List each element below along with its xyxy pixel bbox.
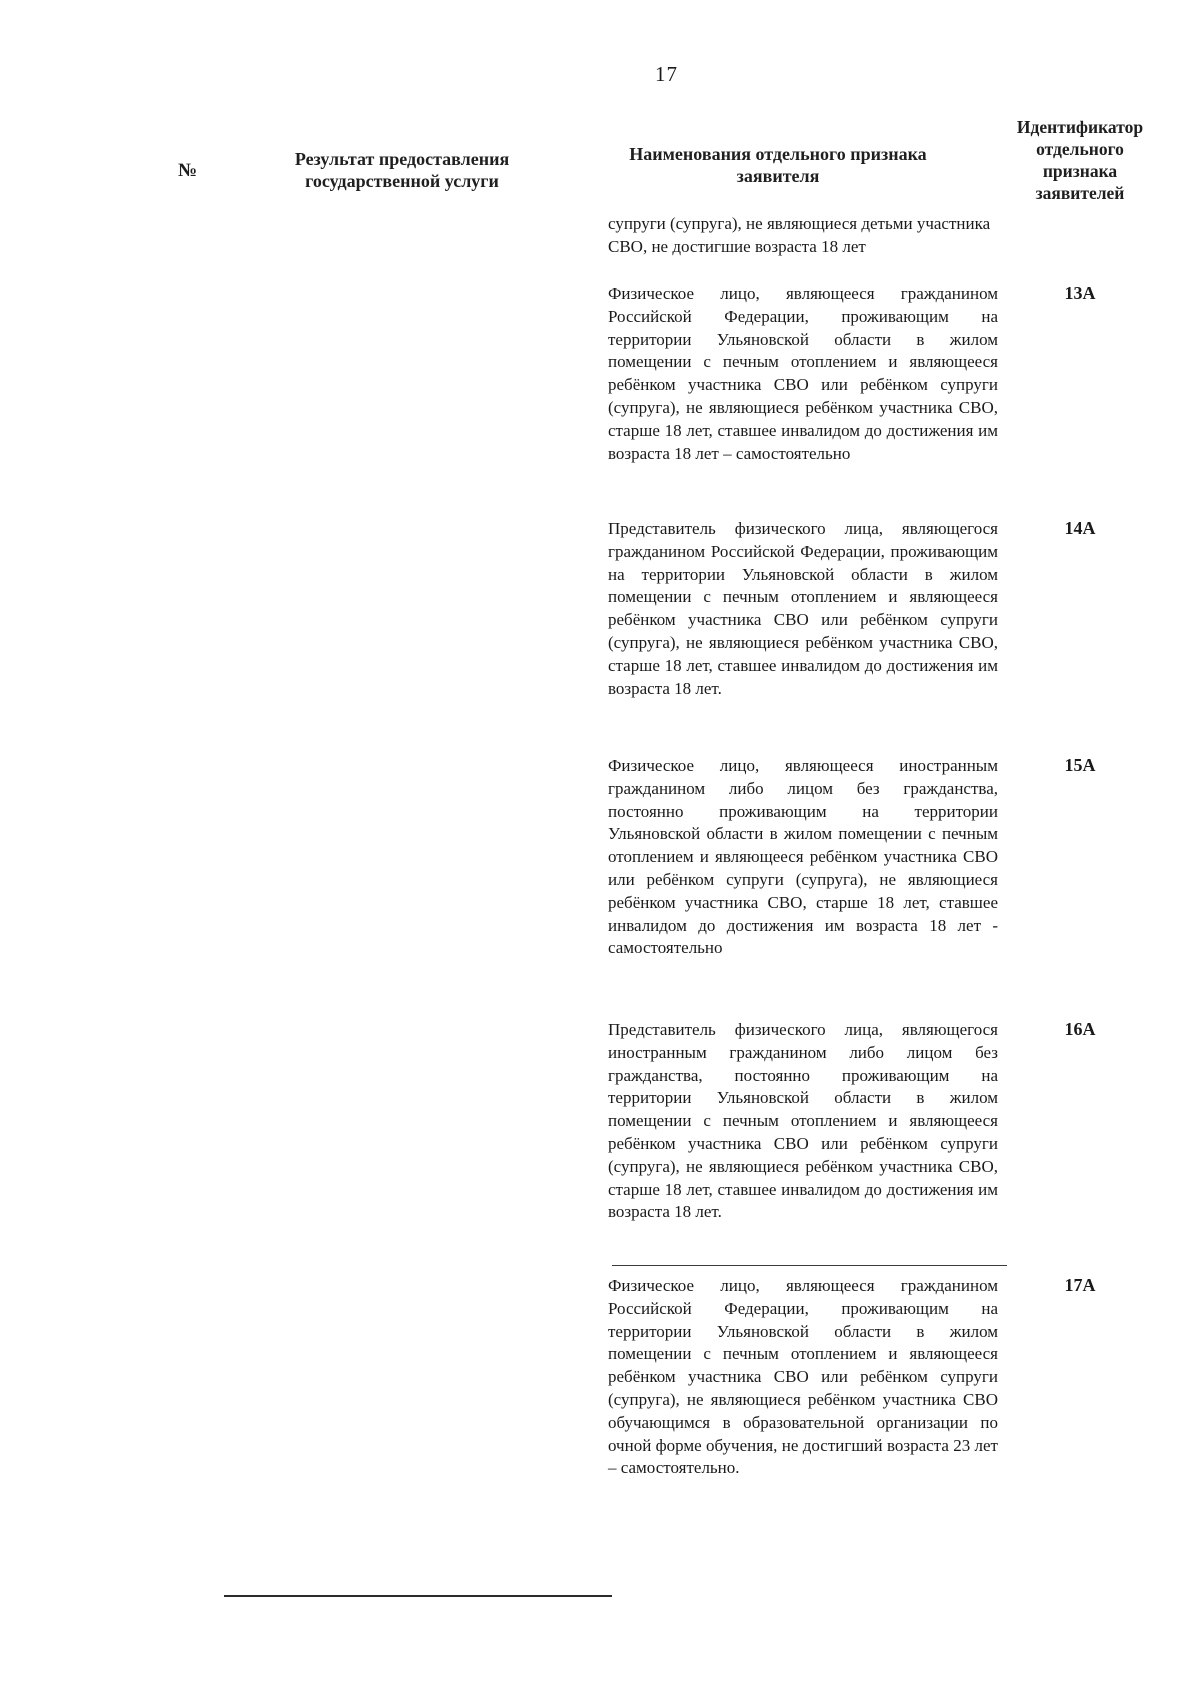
applicant-attribute-id: 14А <box>1064 518 1096 538</box>
page-number: 17 <box>655 62 678 86</box>
continuation-text: супруги (супруга), не являющиеся детьми участника СВО, не достигшие возраста 18 лет <box>608 214 991 256</box>
applicant-attribute-entry: Физическое лицо, являющееся иностранным гражданином либо лицом без гражданства, постоянно проживающим на территории Ульяновской области в жилом помещении с печным отоплением и являющееся ребёнком участника СВО или ребёнком супруги (супруга), не являющиеся ребёнком участника СВО, старше 18 лет, ставшее инвалидом до достижения им возраста 18 лет - самостоятельно <box>608 756 998 958</box>
applicant-attribute-entry: Физическое лицо, являющееся гражданином Российской Федерации, проживающим на территории Ульяновской области в жилом помещении с печным отоплением и являющееся ребёнком участника СВО или ребёнком супруги (супруга), не являющиеся ребёнком участника СВО, старше 18 лет, ставшее инвалидом до достижения им возраста 18 лет – самостоятельно <box>608 284 998 463</box>
applicant-attribute-entry: Представитель физического лица, являющегося гражданином Российской Федерации, проживающим на территории Ульяновской области в жилом помещении с печным отоплением и являющееся ребёнком участника СВО или ребёнком супруги (супруга), не являющиеся ребёнком участника СВО, старше 18 лет, ставшее инвалидом до достижения им возраста 18 лет. <box>608 519 998 698</box>
column-header-number: № <box>178 160 198 181</box>
divider-line <box>612 1265 1007 1266</box>
applicant-attribute-id: 16А <box>1064 1019 1096 1039</box>
column-header-identifier: Идентификатор отдельного признака заявителей <box>1016 117 1144 203</box>
applicant-attribute-id: 13А <box>1064 283 1096 303</box>
column-header-name: Наименования отдельного признака заявителя <box>629 144 927 186</box>
applicant-attribute-entry: Представитель физического лица, являющегося иностранным гражданином либо лицом без гражданства, постоянно проживающим на территории Ульяновской области в жилом помещении с печным отоплением и являющееся ребёнком участника СВО или ребёнком супруги (супруга), не являющиеся ребёнком участника СВО, старше 18 лет, ставшее инвалидом до достижения им возраста 18 лет. <box>608 1020 998 1222</box>
column-header-result: Результат предоставления государственной услуги <box>294 149 510 191</box>
bottom-divider-line <box>224 1595 612 1597</box>
applicant-attribute-id: 17А <box>1064 1275 1096 1295</box>
applicant-attribute-id: 15А <box>1064 755 1096 775</box>
applicant-attribute-entry: Физическое лицо, являющееся гражданином Российской Федерации, проживающим на территории Ульяновской области в жилом помещении с печным отоплением и являющееся ребёнком участника СВО или ребёнком супруги (супруга), не являющиеся ребёнком участника СВО обучающимся в образовательной организации по очной форме обучения, не достигший возраста 23 лет – самостоятельно. <box>608 1276 998 1478</box>
